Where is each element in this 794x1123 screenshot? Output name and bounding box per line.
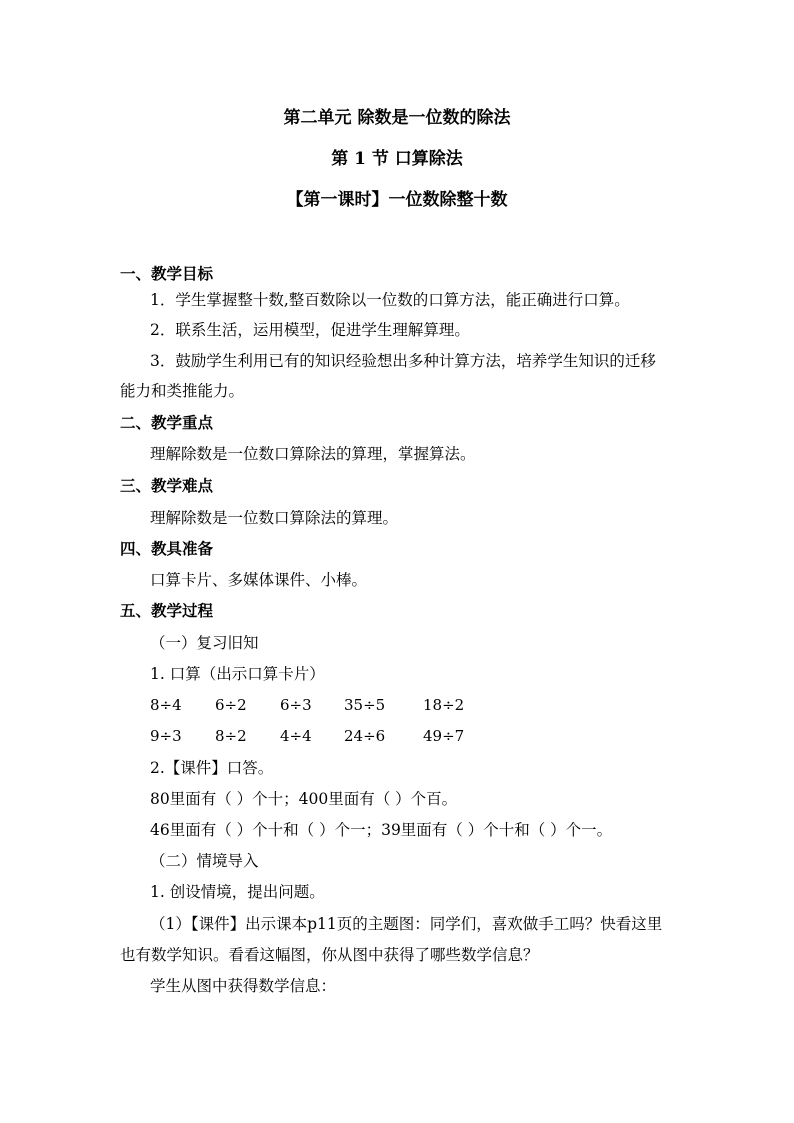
goal-2: 2．联系生活，运用模型，促进学生理解算理。 <box>150 321 470 339</box>
part-situation: （二）情境导入 <box>150 852 259 870</box>
heading-teaching-aids: 四、教具准备 <box>120 539 214 558</box>
heading-teaching-goals: 一、教学目标 <box>120 264 214 283</box>
calc-cell: 24÷6 <box>344 727 386 745</box>
lesson-title: 【第一课时】一位数除整十数 <box>286 190 508 210</box>
calc-cell: 35÷5 <box>344 696 386 714</box>
calc-cell: 49÷7 <box>423 727 465 745</box>
calc-cell: 18÷2 <box>423 696 465 714</box>
goal-3-line-1: 3．鼓励学生利用已有的知识经验想出多种计算方法，培养学生知识的迁移 <box>150 352 656 370</box>
part-review: （一）复习旧知 <box>150 634 259 652</box>
teaching-aids-text: 口算卡片、多媒体课件、小棒。 <box>150 571 368 589</box>
goal-3-line-2: 能力和类推能力。 <box>120 382 245 400</box>
calc-cell: 9÷3 <box>150 727 182 745</box>
calc-cell: 4÷4 <box>280 727 312 745</box>
key-points-text: 理解除数是一位数口算除法的算理，掌握算法。 <box>150 445 476 463</box>
review-item-2: 2.【课件】口答。 <box>150 759 274 777</box>
calc-cell: 8÷2 <box>215 727 247 745</box>
calc-cell: 6÷2 <box>215 696 247 714</box>
goal-1: 1．学生掌握整十数,整百数除以一位数的口算方法，能正确进行口算。 <box>150 291 630 309</box>
heading-key-points: 二、教学重点 <box>120 413 214 432</box>
calc-cell: 8÷4 <box>150 696 182 714</box>
situation-para-2: 学生从图中获得数学信息： <box>150 977 337 995</box>
situation-para-1-line-2: 也有数学知识。看看这幅图，你从图中获得了哪些数学信息？ <box>120 946 539 964</box>
oral-calc-title: 1. 口算（出示口算卡片） <box>150 665 325 683</box>
unit-title: 第二单元 除数是一位数的除法 <box>283 108 511 128</box>
review-question-1: 80里面有（ ）个十；400里面有（ ）个百。 <box>150 790 458 808</box>
situation-para-1-line-1: （1）【课件】出示课本p11页的主题图：同学们，喜欢做手工吗？快看这里 <box>150 915 663 933</box>
review-question-2: 46里面有（ ）个十和（ ）个一；39里面有（ ）个十和（ ）个一。 <box>150 821 613 839</box>
section-title: 第 1 节 口算除法 <box>331 149 463 169</box>
calc-cell: 6÷3 <box>280 696 312 714</box>
difficulties-text: 理解除数是一位数口算除法的算理。 <box>150 509 399 527</box>
heading-teaching-process: 五、教学过程 <box>120 601 214 620</box>
heading-difficulties: 三、教学难点 <box>120 476 214 495</box>
situation-item-1: 1. 创设情境，提出问题。 <box>150 883 325 901</box>
